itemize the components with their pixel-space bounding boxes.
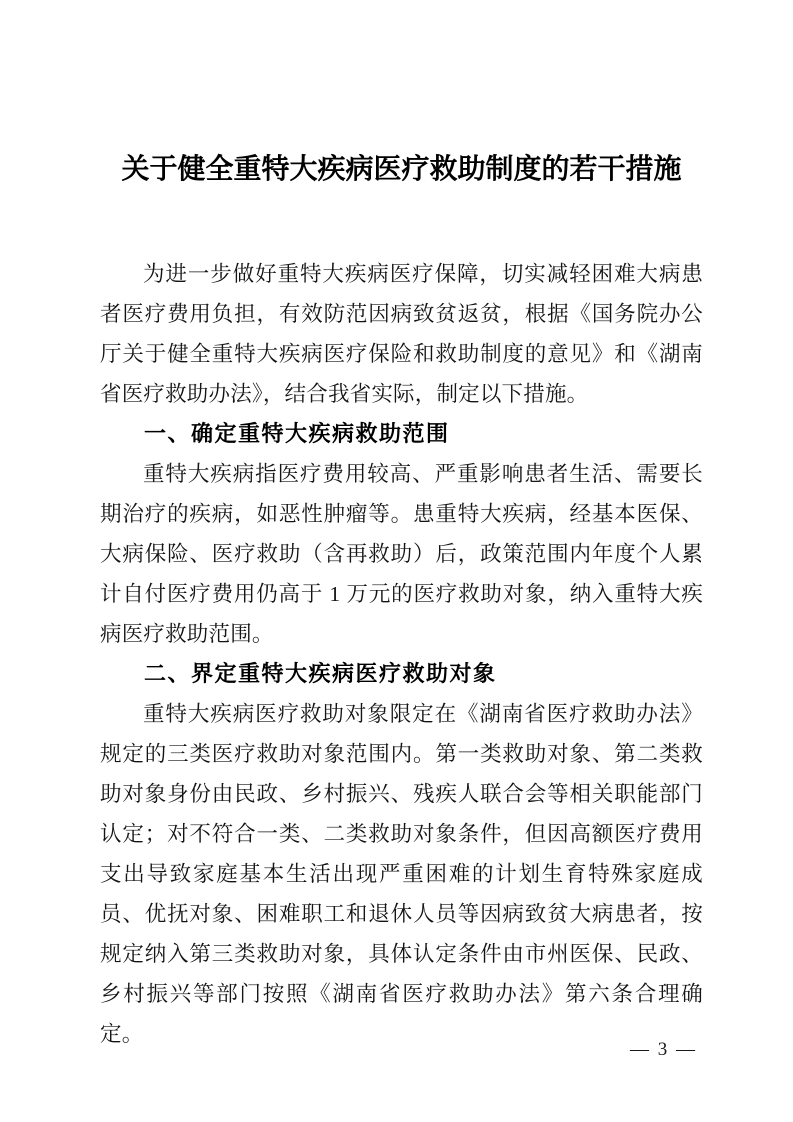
page-number: — 3 —: [630, 1039, 697, 1060]
intro-paragraph: 为进一步做好重特大疾病医疗保障，切实减轻困难大病患者医疗费用负担，有效防范因病致贫返贫，根据《国务院办公厅关于健全重特大疾病医疗保险和救助制度的意见》和《湖南省医疗救助办法》，结合我省实际，制定以下措施。: [100, 262, 703, 406]
section-1-heading: 一、确定重特大疾病救助范围: [144, 421, 450, 446]
section-2-body: 重特大疾病医疗救助对象限定在《湖南省医疗救助办法》规定的三类医疗救助对象范围内。第一类救助对象、第二类救助对象身份由民政、乡村振兴、残疾人联合会等相关职能部门认定；对不符合一类、二类救助对象条件，但因高额医疗费用支出导致家庭基本生活出现严重困难的计划生育特殊家庭成员、优抚对象、困难职工和退休人员等因病致贫大病患者，按规定纳入第三类救助对象，具体认定条件由市州医保、民政、乡村振兴等部门按照《湖南省医疗救助办法》第六条合理确定。: [100, 702, 703, 1046]
document-title: 关于健全重特大疾病医疗救助制度的若干措施: [121, 154, 682, 185]
section-2-heading: 二、界定重特大疾病医疗救助对象: [144, 661, 497, 686]
section-1-body: 重特大疾病指医疗费用较高、严重影响患者生活、需要长期治疗的疾病，如恶性肿瘤等。患重特大疾病，经基本医保、大病保险、医疗救助（含再救助）后，政策范围内年度个人累计自付医疗费用仍高于 1 万元的医疗救助对象，纳入重特大疾病医疗救助范围。: [100, 462, 703, 646]
